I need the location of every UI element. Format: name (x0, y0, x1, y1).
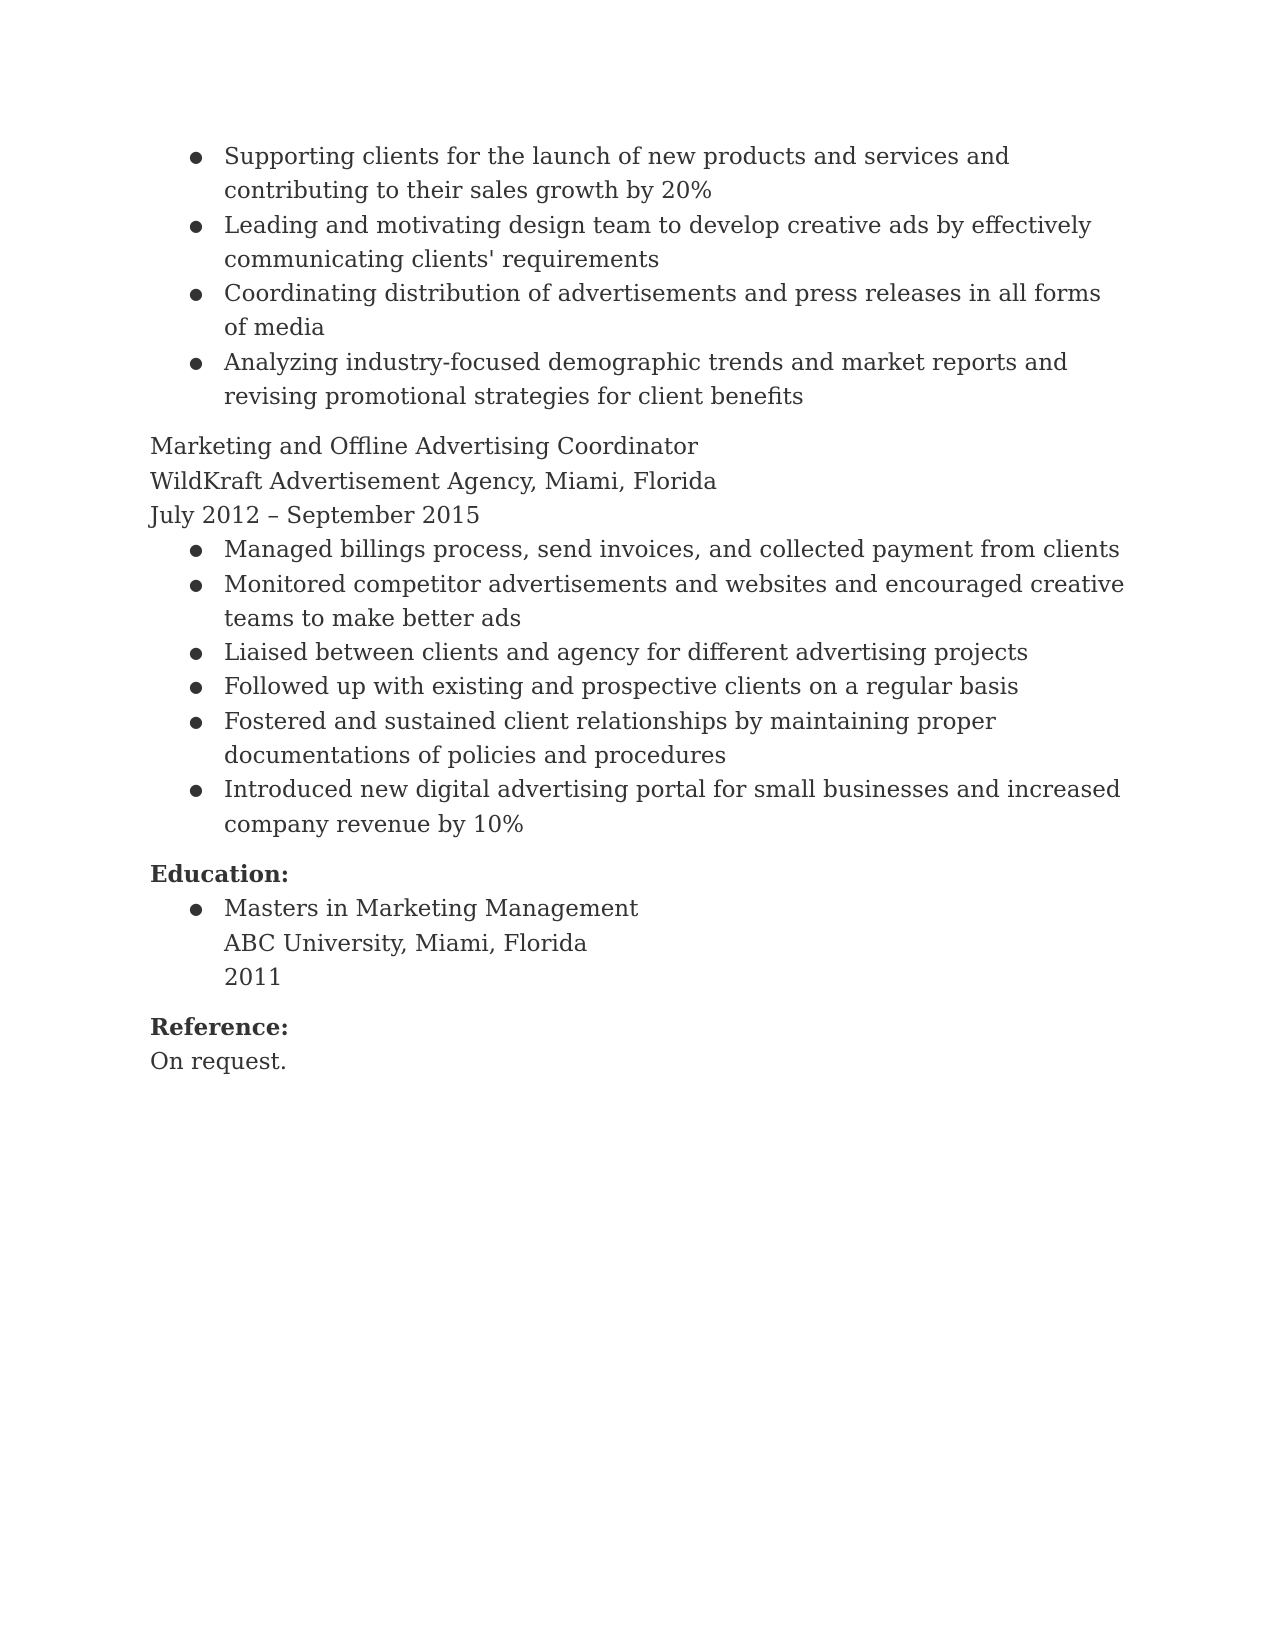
education-school: ABC University, Miami, Florida (224, 930, 588, 957)
education-list (150, 892, 1130, 995)
job-dates: July 2012 – September 2015 (150, 502, 481, 529)
list-item: ● Liaised between clients and agency for different advertising projects (150, 636, 1130, 670)
education-item (150, 892, 1130, 995)
previous-job-bullets (150, 533, 1130, 842)
list-item: ● Analyzing industry-focused demographic trends and market reports and revising promotional strategies for client benefits (150, 346, 1130, 415)
list-item: ● Fostered and sustained client relationships by maintaining proper documentations of policies and procedures (150, 705, 1130, 774)
resume-page (150, 140, 1130, 1080)
education-heading: Education: (150, 860, 290, 888)
list-item: ● Coordinating distribution of advertisements and press releases in all forms of media (150, 277, 1130, 346)
current-job-bullets (150, 140, 1130, 414)
job-title: Marketing and Offline Advertising Coordinator (150, 434, 698, 461)
job-company: WildKraft Advertisement Agency, Miami, Florida (150, 468, 717, 495)
list-item: ● Followed up with existing and prospective clients on a regular basis (150, 670, 1130, 704)
list-item: ● Leading and motivating design team to develop creative ads by effectively communicating clients' requirements (150, 209, 1130, 278)
reference-heading: Reference: (150, 1014, 289, 1042)
list-item: ● Introduced new digital advertising portal for small businesses and increased company revenue by 10% (150, 773, 1130, 842)
reference-text: On request. (150, 1049, 288, 1076)
list-item: ● Managed billings process, send invoices, and collected payment from clients (150, 533, 1130, 567)
education-year: 2011 (224, 964, 283, 991)
list-item: ● Supporting clients for the launch of new products and services and contributing to their sales growth by 20% (150, 140, 1130, 209)
previous-job (150, 430, 1130, 842)
list-item: ● Monitored competitor advertisements and websites and encouraged creative teams to make better ads (150, 568, 1130, 637)
education-degree: ● Masters in Marketing Management (224, 896, 639, 923)
